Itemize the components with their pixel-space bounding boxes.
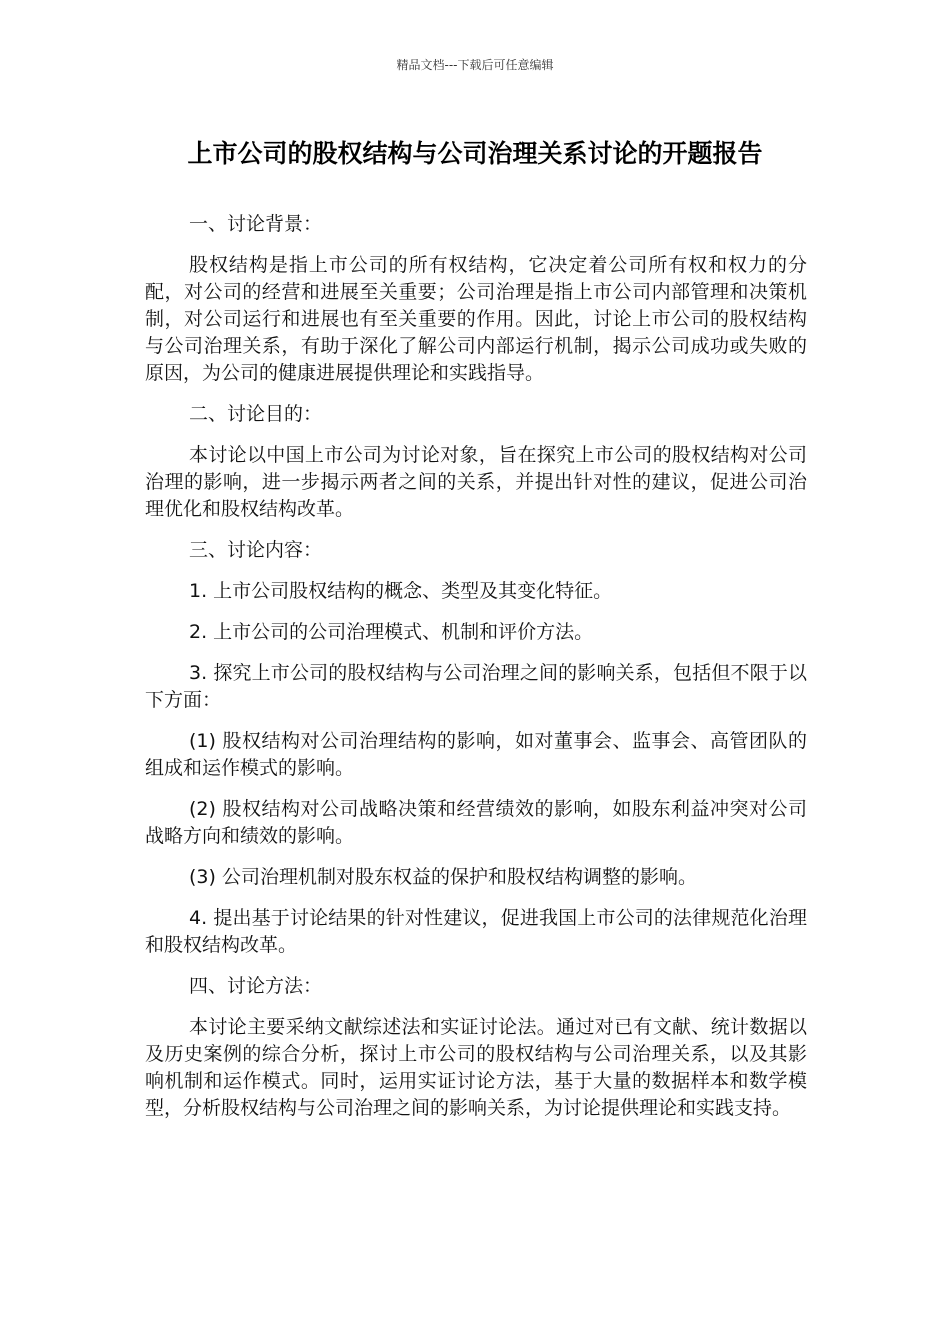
content-item-4: 4. 提出基于讨论结果的针对性建议，促进我国上市公司的法律规范化治理和股权结构改革。 bbox=[145, 907, 807, 956]
section-heading-method: 四、讨论方法： bbox=[189, 975, 323, 997]
section-heading-purpose: 二、讨论目的： bbox=[189, 403, 323, 425]
paragraph-method: 本讨论主要采纳文献综述法和实证讨论法。通过对已有文献、统计数据以及历史案例的综合分析，探讨上市公司的股权结构与公司治理关系，以及其影响机制和运作模式。同时，运用实证讨论方法，基于大量的数据样本和数学模型，分析股权结构与公司治理之间的影响关系，为讨论提供理论和实践支持。 bbox=[145, 1016, 807, 1119]
document-body bbox=[145, 211, 807, 1136]
section-heading-background: 一、讨论背景： bbox=[189, 213, 323, 235]
content-item-3: 3. 探究上市公司的股权结构与公司治理之间的影响关系，包括但不限于以下方面： bbox=[145, 662, 807, 711]
paragraph-background: 股权结构是指上市公司的所有权结构，它决定着公司所有权和权力的分配，对公司的经营和进展至关重要；公司治理是指上市公司内部管理和决策机制，对公司运行和进展也有至关重要的作用。因此，讨论上市公司的股权结构与公司治理关系，有助于深化了解公司内部运行机制，揭示公司成功或失败的原因，为公司的健康进展提供理论和实践指导。 bbox=[145, 254, 807, 384]
page-header-note: 精品文档---下载后可任意编辑 bbox=[396, 58, 554, 72]
paragraph-purpose: 本讨论以中国上市公司为讨论对象，旨在探究上市公司的股权结构对公司治理的影响，进一步揭示两者之间的关系，并提出针对性的建议，促进公司治理优化和股权结构改革。 bbox=[145, 444, 807, 520]
content-item-1: 1. 上市公司股权结构的概念、类型及其变化特征。 bbox=[189, 580, 613, 602]
content-item-2: 2. 上市公司的公司治理模式、机制和评价方法。 bbox=[189, 621, 594, 643]
content-subitem-2: (2) 股权结构对公司战略决策和经营绩效的影响，如股东利益冲突对公司战略方向和绩效的影响。 bbox=[145, 798, 807, 847]
document-title: 上市公司的股权结构与公司治理关系讨论的开题报告 bbox=[187, 139, 763, 168]
content-subitem-3: (3) 公司治理机制对股东权益的保护和股权结构调整的影响。 bbox=[189, 866, 697, 888]
content-subitem-1: (1) 股权结构对公司治理结构的影响，如对董事会、监事会、高管团队的组成和运作模式的影响。 bbox=[145, 730, 807, 779]
section-heading-content: 三、讨论内容： bbox=[189, 539, 323, 561]
